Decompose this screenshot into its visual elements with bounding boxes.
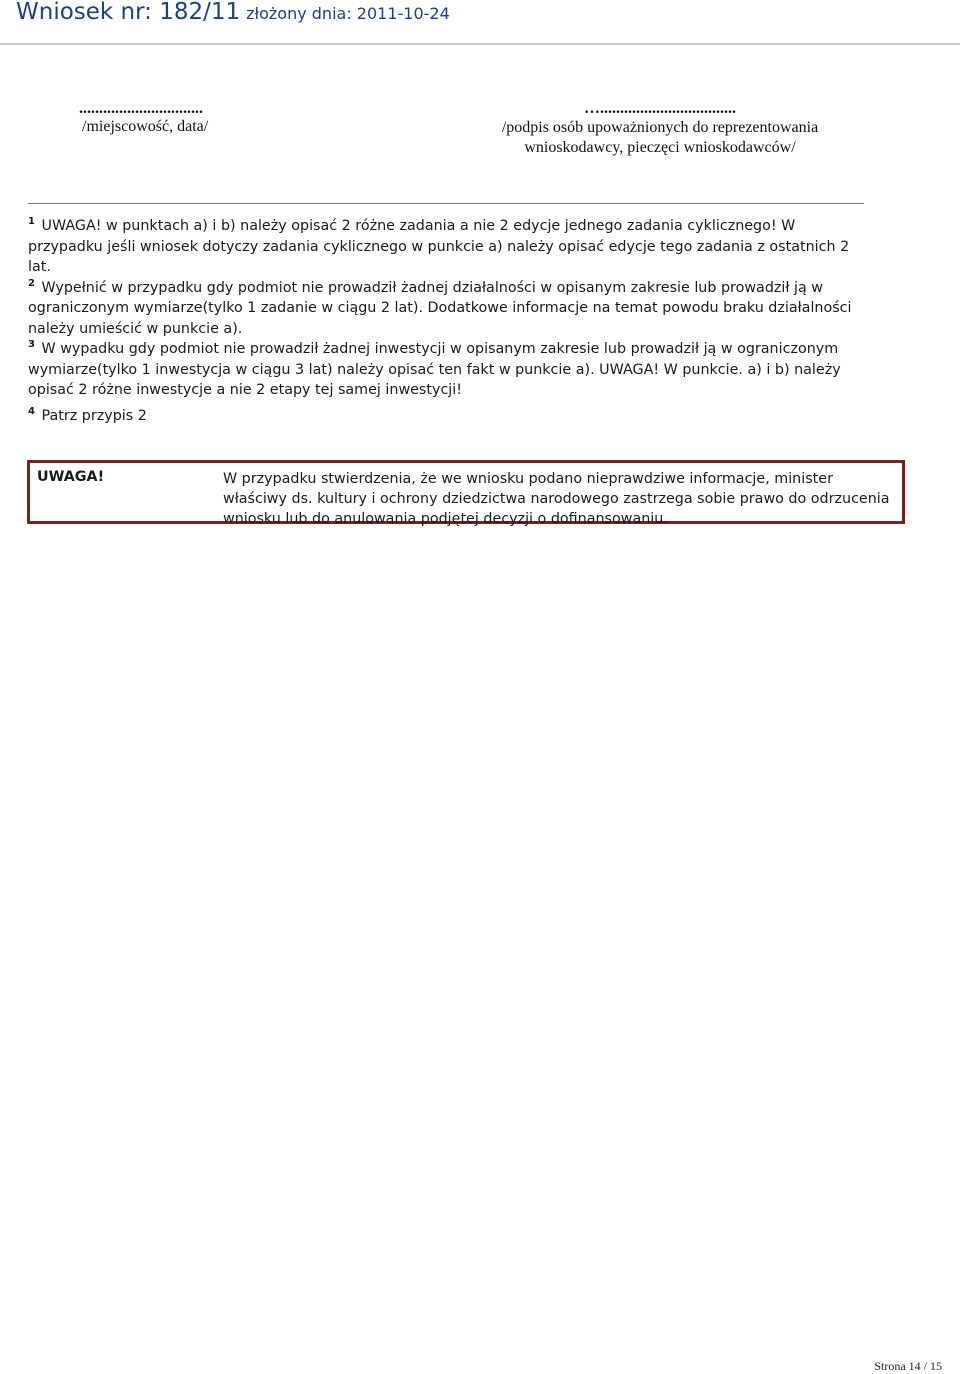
warning-label: UWAGA! [37,469,105,485]
footnotes [28,216,868,426]
footnote-text: UWAGA! w punktach a) i b) należy opisać 2 różne zadania a nie 2 edycje jednego zadania cyklicznego! W przypadku jeśli wniosek dotyczy zadania cyklicznego w punkcie a) należy opisać edycje tego zadania z ostatnich 2 lat. [28,218,850,275]
page-number: Strona 14 / 15 [874,1359,942,1373]
application-number: Wniosek nr: 182/11 [16,0,241,25]
footnote-text: Wypełnić w przypadku gdy podmiot nie prowadził żadnej działalności w opisanym zakresie lub prowadził ją w ograniczonym wymiarze(tylko 1 zadanie w ciągu 2 lat). Dodatkowe informacje na temat powodu braku działalności należy umieścić w punkcie a). [28,279,852,337]
authorized-signature-caption-1: /podpis osób upoważnionych do reprezentowania [501,119,819,136]
footnote-4 [28,406,868,427]
footnote-text: W wypadku gdy podmiot nie prowadził żadnej inwestycji w opisanym zakresie lub prowadził ją w ograniczonym wymiarze(tylko 1 inwestycja w ciągu 3 lat) należy opisać ten fakt w punkcie a). UWAGA! W punkcie. a) i b) należy opisać 2 różne inwestycje a nie 2 etapy tej samej inwestycji! [28,341,841,398]
footnote-2 [28,278,868,340]
footnote-number: 3 [28,339,35,350]
place-date-caption: /miejscowość, data/ [82,118,209,135]
footnote-1 [28,216,868,278]
place-date-dots: ............................... [79,100,203,117]
footnote-text: Patrz przypis 2 [41,407,147,424]
authorized-signature [480,100,840,158]
place-date-signature [79,100,209,136]
footnote-divider [28,203,864,204]
application-title [16,0,450,25]
footnote-number: 4 [28,405,35,417]
page-header [0,0,960,46]
footnote-3 [28,339,868,401]
footnote-number: 2 [28,277,35,289]
footnote-number: 1 [28,216,35,227]
header-divider [0,43,960,45]
authorized-signature-caption-2: wnioskodawcy, pieczęci wnioskodawców/ [524,139,796,156]
warning-text: W przypadku stwierdzenia, że we wniosku podano nieprawdziwe informacje, minister właściwy ds. kultury i ochrony dziedzictwa narodowego zastrzega sobie prawo do odrzucenia wniosku lub do anulowania podjętej decyzji o dofinansowaniu. [223,471,890,527]
warning-box [27,460,905,527]
authorized-signature-dots: ….................................. [584,100,736,117]
submission-date: złożony dnia: 2011-10-24 [246,4,450,23]
